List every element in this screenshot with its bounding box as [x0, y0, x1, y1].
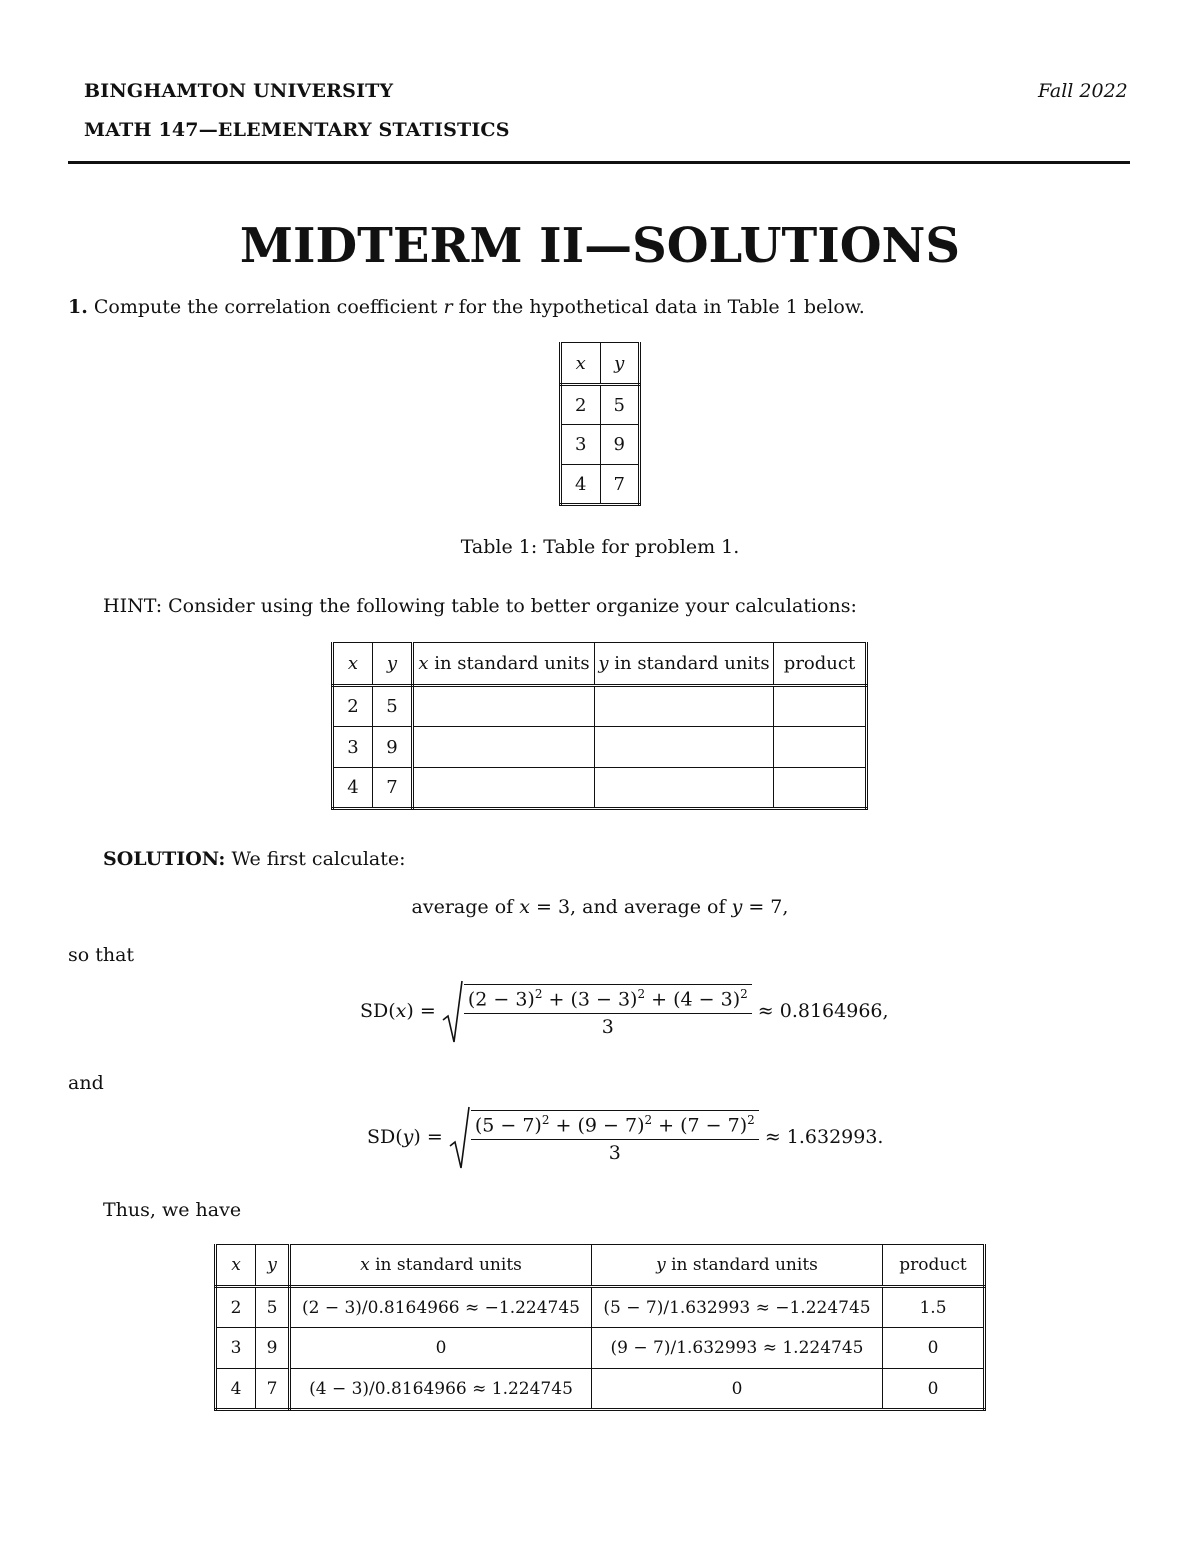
table-row: 4 7 (4 − 3)/0.8164966 ≈ 1.224745 0 0: [216, 1369, 985, 1410]
table-row: 2 5: [561, 385, 640, 425]
course-name: MATH 147—ELEMENTARY STATISTICS: [84, 119, 510, 141]
table-row: 3 9: [333, 727, 867, 768]
table-row: 3 9 0 (9 − 7)/1.632993 ≈ 1.224745 0: [216, 1328, 985, 1369]
sqrt-symbol: $\frac{(5 - 7)^2 + (9 - 7)^2 + (7 - 7)^2}{3}$: [449, 1110, 759, 1164]
thus-text: Thus, we have: [103, 1199, 242, 1221]
solution-label: SOLUTION:: [103, 848, 226, 870]
table-header-y: y: [600, 343, 640, 385]
university-name: BINGHAMTON UNIVERSITY: [84, 80, 394, 102]
table-row: 4 7: [561, 465, 640, 505]
table-row: 2 5 (2 − 3)/0.8164966 ≈ −1.224745 (5 − 7)/1.632993 ≈ −1.224745 1.5: [216, 1287, 985, 1328]
so-that-text: so that: [68, 944, 135, 966]
table-row: 2 5: [333, 686, 867, 727]
table-header-x: x: [561, 343, 601, 385]
table-row: 4 7: [333, 768, 867, 809]
hint-table: x y x in standard units y in standard units product 2 5 3 9 4 7: [331, 642, 868, 810]
page-title: MIDTERM II—SOLUTIONS: [239, 218, 961, 274]
term-label: Fall 2022: [1038, 80, 1128, 102]
hint-text: HINT: Consider using the following table to better organize your calculations:: [103, 595, 857, 617]
sd-x-equation: SD(x) = $\frac{(2 - 3)^2 + (3 - 3)^2 + (4 - 3)^2}{3}$ ≈ 0.8164966,: [360, 984, 889, 1038]
solution-intro: SOLUTION: We first calculate:: [103, 848, 406, 870]
averages-equation: average of x = 3, and average of y = 7,: [411, 896, 789, 918]
problem-statement: 1. Compute the correlation coefficient r for the hypothetical data in Table 1 below.: [68, 296, 865, 318]
data-table: [559, 342, 641, 506]
table-row: 3 9: [561, 425, 640, 465]
sqrt-symbol: $\frac{(2 - 3)^2 + (3 - 3)^2 + (4 - 3)^2}{3}$: [442, 984, 752, 1038]
table-caption: Table 1: Table for problem 1.: [460, 536, 740, 558]
sd-y-equation: SD(y) = $\frac{(5 - 7)^2 + (9 - 7)^2 + (7 - 7)^2}{3}$ ≈ 1.632993.: [367, 1110, 883, 1164]
problem-number: 1.: [68, 296, 88, 318]
and-text: and: [68, 1072, 104, 1094]
header-rule: [68, 161, 1130, 164]
results-table: x y x in standard units y in standard units product 2 5 (2 − 3)/0.8164966 ≈ −1.224745 (5 − 7)/1.632993 ≈ −1.224745 1.5 3 9 0 (9 − 7)/1.632993 ≈ 1.224745 0 4 7 (4 − 3)/0.8164966 ≈ 1.224745 0 0: [214, 1244, 986, 1411]
